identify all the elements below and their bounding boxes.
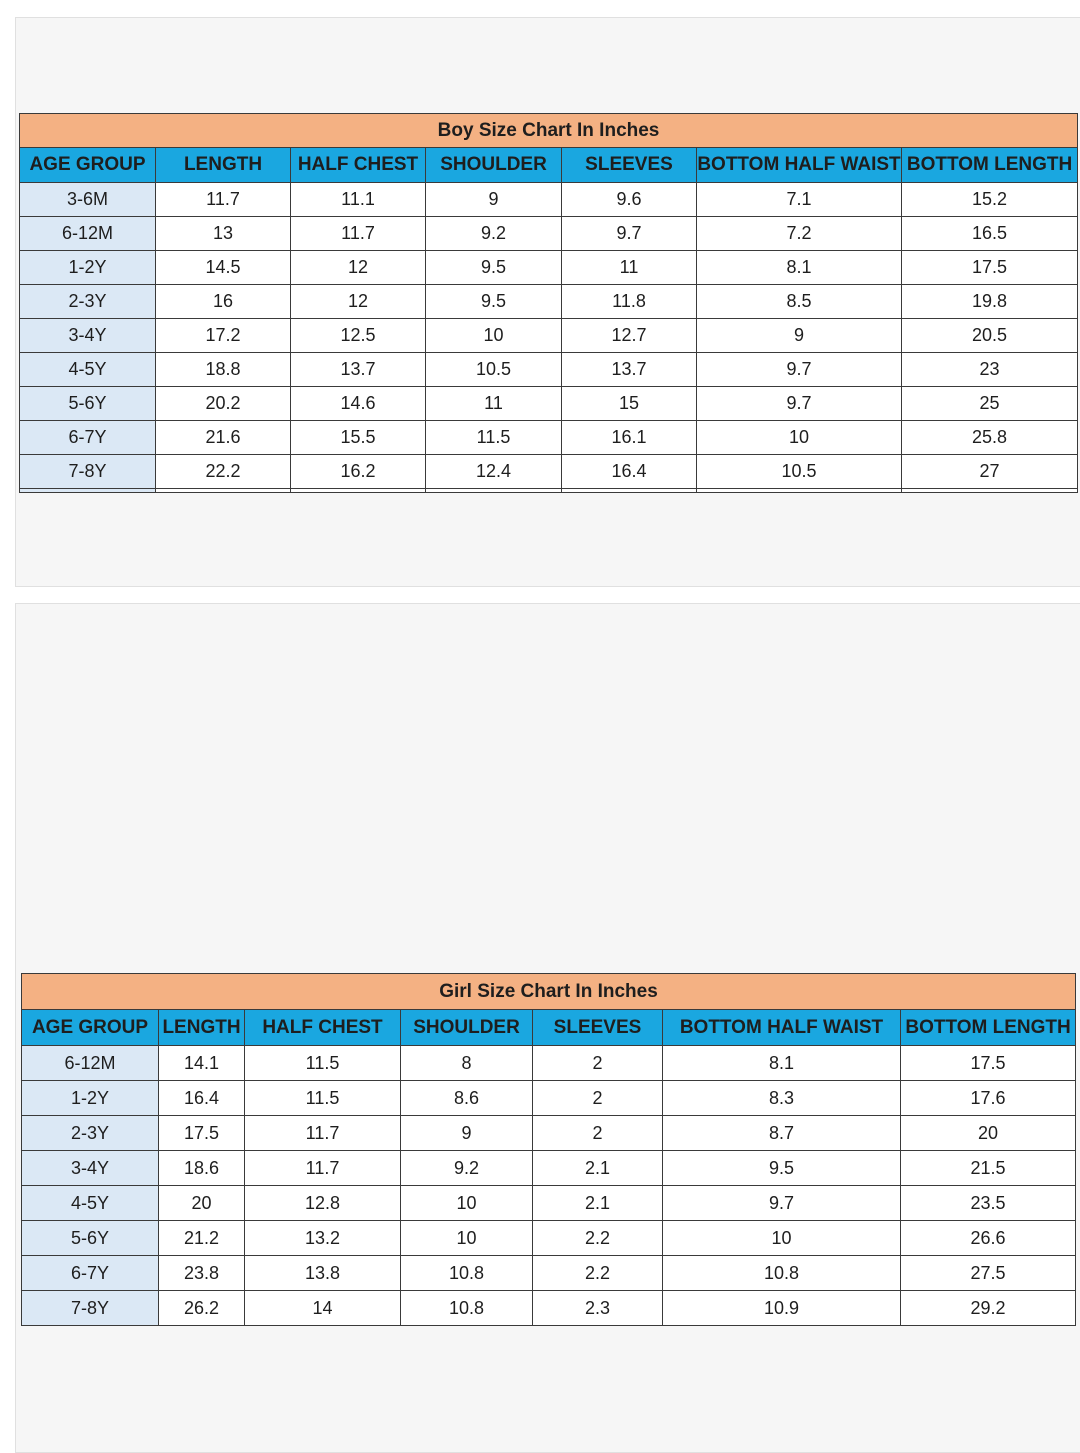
boy-chart-title: Boy Size Chart In Inches: [20, 114, 1078, 148]
length-cell: 21.6: [156, 421, 291, 455]
shoulder-cell: 9.5: [426, 251, 562, 285]
girl-chart-title: Girl Size Chart In Inches: [22, 974, 1076, 1010]
table-row: [20, 183, 1078, 217]
bottom-half-waist-cell: 9: [697, 319, 902, 353]
shoulder-cell: 9: [401, 1116, 533, 1151]
half-chest-cell: 12.5: [291, 319, 426, 353]
bottom-half-waist-cell: 9.7: [697, 353, 902, 387]
age-group-cell: 1-2Y: [20, 251, 156, 285]
column-header-half-chest: HALF CHEST: [245, 1010, 401, 1046]
bottom-length-cell: 17.5: [901, 1046, 1076, 1081]
half-chest-cell: 11.7: [245, 1151, 401, 1186]
shoulder-cell: 12.4: [426, 455, 562, 489]
column-header-sleeves: SLEEVES: [562, 148, 697, 183]
bottom-half-waist-cell: 7.2: [697, 217, 902, 251]
age-group-cell: 2-3Y: [20, 285, 156, 319]
cutoff-cell: [562, 489, 697, 493]
length-cell: 16.4: [159, 1081, 245, 1116]
sleeves-cell: 2: [533, 1046, 663, 1081]
bottom-half-waist-cell: 9.7: [663, 1186, 901, 1221]
shoulder-cell: 10.8: [401, 1256, 533, 1291]
bottom-length-cell: 25.8: [902, 421, 1078, 455]
table-row: [22, 1221, 1076, 1256]
girl-size-chart-table: [21, 973, 1076, 1326]
table-row: [22, 1256, 1076, 1291]
sleeves-cell: 11: [562, 251, 697, 285]
half-chest-cell: 11.5: [245, 1081, 401, 1116]
sleeves-cell: 2: [533, 1081, 663, 1116]
cutoff-cell: [697, 489, 902, 493]
age-group-cell: 6-12M: [20, 217, 156, 251]
bottom-length-cell: 20.5: [902, 319, 1078, 353]
length-cell: 26.2: [159, 1291, 245, 1326]
table-row: [22, 1046, 1076, 1081]
bottom-length-cell: 23: [902, 353, 1078, 387]
girl-header-row: [22, 1010, 1076, 1046]
length-cell: 11.7: [156, 183, 291, 217]
length-cell: 18.8: [156, 353, 291, 387]
sleeves-cell: 16.1: [562, 421, 697, 455]
bottom-half-waist-cell: 10.5: [697, 455, 902, 489]
boy-header-row: [20, 148, 1078, 183]
shoulder-cell: 10: [426, 319, 562, 353]
half-chest-cell: 15.5: [291, 421, 426, 455]
table-row-cutoff: [20, 489, 1078, 493]
column-header-length: LENGTH: [159, 1010, 245, 1046]
sleeves-cell: 2.1: [533, 1151, 663, 1186]
boy-table-body: [20, 183, 1078, 493]
table-row: [22, 1291, 1076, 1326]
bottom-length-cell: 21.5: [901, 1151, 1076, 1186]
table-row: [20, 285, 1078, 319]
bottom-length-cell: 19.8: [902, 285, 1078, 319]
bottom-length-cell: 29.2: [901, 1291, 1076, 1326]
length-cell: 18.6: [159, 1151, 245, 1186]
cutoff-cell: [156, 489, 291, 493]
shoulder-cell: 10.5: [426, 353, 562, 387]
bottom-length-cell: 25: [902, 387, 1078, 421]
age-group-cell: 2-3Y: [22, 1116, 159, 1151]
length-cell: 13: [156, 217, 291, 251]
column-header-bottom-half-waist: BOTTOM HALF WAIST: [697, 148, 902, 183]
length-cell: 20.2: [156, 387, 291, 421]
shoulder-cell: 10.8: [401, 1291, 533, 1326]
length-cell: 20: [159, 1186, 245, 1221]
age-group-cell: 3-6M: [20, 183, 156, 217]
bottom-half-waist-cell: 9.7: [697, 387, 902, 421]
bottom-length-cell: 27.5: [901, 1256, 1076, 1291]
shoulder-cell: 9.2: [426, 217, 562, 251]
half-chest-cell: 13.7: [291, 353, 426, 387]
table-row: [20, 251, 1078, 285]
bottom-half-waist-cell: 10: [663, 1221, 901, 1256]
column-header-half-chest: HALF CHEST: [291, 148, 426, 183]
age-group-cell: 4-5Y: [20, 353, 156, 387]
bottom-half-waist-cell: 8.7: [663, 1116, 901, 1151]
table-row: [22, 1081, 1076, 1116]
shoulder-cell: 9: [426, 183, 562, 217]
table-row: [20, 217, 1078, 251]
bottom-half-waist-cell: 9.5: [663, 1151, 901, 1186]
length-cell: 14.5: [156, 251, 291, 285]
age-group-cell: 5-6Y: [20, 387, 156, 421]
sleeves-cell: 12.7: [562, 319, 697, 353]
column-header-sleeves: SLEEVES: [533, 1010, 663, 1046]
bottom-half-waist-cell: 8.5: [697, 285, 902, 319]
sleeves-cell: 11.8: [562, 285, 697, 319]
sleeves-cell: 2.1: [533, 1186, 663, 1221]
age-group-cell: 4-5Y: [22, 1186, 159, 1221]
bottom-half-waist-cell: 8.3: [663, 1081, 901, 1116]
sleeves-cell: 2: [533, 1116, 663, 1151]
half-chest-cell: 11.7: [291, 217, 426, 251]
sleeves-cell: 2.3: [533, 1291, 663, 1326]
column-header-shoulder: SHOULDER: [401, 1010, 533, 1046]
bottom-length-cell: 20: [901, 1116, 1076, 1151]
shoulder-cell: 11.5: [426, 421, 562, 455]
length-cell: 14.1: [159, 1046, 245, 1081]
length-cell: 17.2: [156, 319, 291, 353]
bottom-half-waist-cell: 10: [697, 421, 902, 455]
column-header-bottom-half-waist: BOTTOM HALF WAIST: [663, 1010, 901, 1046]
cutoff-cell: [902, 489, 1078, 493]
half-chest-cell: 13.8: [245, 1256, 401, 1291]
half-chest-cell: 12: [291, 251, 426, 285]
sleeves-cell: 9.7: [562, 217, 697, 251]
shoulder-cell: 11: [426, 387, 562, 421]
table-row: [20, 319, 1078, 353]
half-chest-cell: 16.2: [291, 455, 426, 489]
bottom-length-cell: 23.5: [901, 1186, 1076, 1221]
shoulder-cell: 9.2: [401, 1151, 533, 1186]
column-header-age-group: AGE GROUP: [22, 1010, 159, 1046]
bottom-length-cell: 17.6: [901, 1081, 1076, 1116]
half-chest-cell: 14.6: [291, 387, 426, 421]
sleeves-cell: 16.4: [562, 455, 697, 489]
girl-table-body: [22, 1046, 1076, 1326]
bottom-length-cell: 26.6: [901, 1221, 1076, 1256]
cutoff-cell: [426, 489, 562, 493]
age-group-cell: 5-6Y: [22, 1221, 159, 1256]
cutoff-cell: [20, 489, 156, 493]
sleeves-cell: 9.6: [562, 183, 697, 217]
bottom-length-cell: 15.2: [902, 183, 1078, 217]
bottom-length-cell: 17.5: [902, 251, 1078, 285]
table-row: [22, 1151, 1076, 1186]
age-group-cell: 3-4Y: [22, 1151, 159, 1186]
age-group-cell: 6-12M: [22, 1046, 159, 1081]
bottom-half-waist-cell: 10.9: [663, 1291, 901, 1326]
shoulder-cell: 10: [401, 1221, 533, 1256]
bottom-half-waist-cell: 10.8: [663, 1256, 901, 1291]
shoulder-cell: 8: [401, 1046, 533, 1081]
length-cell: 22.2: [156, 455, 291, 489]
age-group-cell: 7-8Y: [22, 1291, 159, 1326]
half-chest-cell: 11.1: [291, 183, 426, 217]
age-group-cell: 7-8Y: [20, 455, 156, 489]
column-header-bottom-length: BOTTOM LENGTH: [901, 1010, 1076, 1046]
column-header-length: LENGTH: [156, 148, 291, 183]
half-chest-cell: 11.5: [245, 1046, 401, 1081]
column-header-shoulder: SHOULDER: [426, 148, 562, 183]
length-cell: 21.2: [159, 1221, 245, 1256]
age-group-cell: 6-7Y: [20, 421, 156, 455]
half-chest-cell: 12: [291, 285, 426, 319]
bottom-length-cell: 27: [902, 455, 1078, 489]
cutoff-cell: [291, 489, 426, 493]
half-chest-cell: 14: [245, 1291, 401, 1326]
length-cell: 17.5: [159, 1116, 245, 1151]
length-cell: 16: [156, 285, 291, 319]
half-chest-cell: 13.2: [245, 1221, 401, 1256]
age-group-cell: 3-4Y: [20, 319, 156, 353]
table-row: [20, 387, 1078, 421]
age-group-cell: 1-2Y: [22, 1081, 159, 1116]
column-header-bottom-length: BOTTOM LENGTH: [902, 148, 1078, 183]
table-row: [22, 1186, 1076, 1221]
bottom-half-waist-cell: 7.1: [697, 183, 902, 217]
bottom-half-waist-cell: 8.1: [663, 1046, 901, 1081]
shoulder-cell: 10: [401, 1186, 533, 1221]
sleeves-cell: 13.7: [562, 353, 697, 387]
length-cell: 23.8: [159, 1256, 245, 1291]
table-row: [22, 1116, 1076, 1151]
table-row: [20, 455, 1078, 489]
sleeves-cell: 2.2: [533, 1256, 663, 1291]
half-chest-cell: 11.7: [245, 1116, 401, 1151]
age-group-cell: 6-7Y: [22, 1256, 159, 1291]
boy-size-chart-table: [19, 113, 1078, 493]
table-row: [20, 421, 1078, 455]
bottom-length-cell: 16.5: [902, 217, 1078, 251]
shoulder-cell: 8.6: [401, 1081, 533, 1116]
bottom-half-waist-cell: 8.1: [697, 251, 902, 285]
half-chest-cell: 12.8: [245, 1186, 401, 1221]
sleeves-cell: 2.2: [533, 1221, 663, 1256]
table-row: [20, 353, 1078, 387]
sleeves-cell: 15: [562, 387, 697, 421]
shoulder-cell: 9.5: [426, 285, 562, 319]
column-header-age-group: AGE GROUP: [20, 148, 156, 183]
